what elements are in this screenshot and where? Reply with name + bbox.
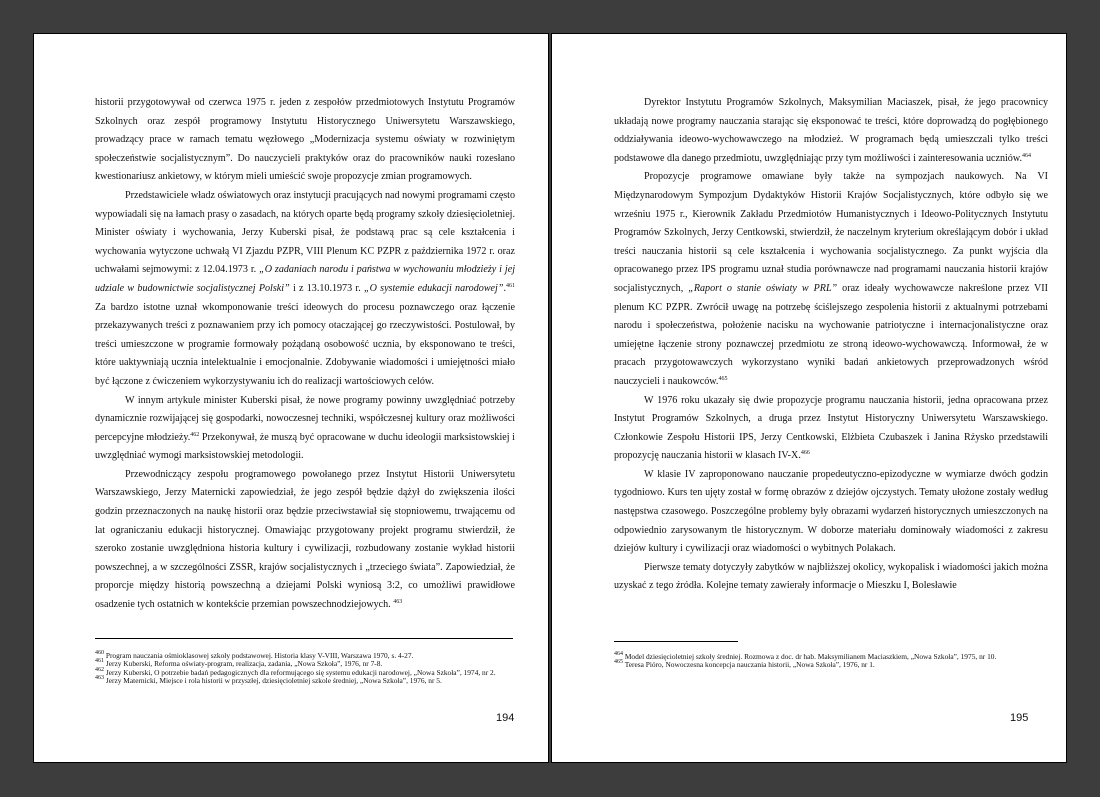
paragraph [95, 466, 515, 615]
footnote-number: 462 [95, 666, 104, 673]
footnote-ref[interactable]: 463 [393, 599, 403, 606]
footnote-number: 463 [95, 675, 104, 682]
footnote [95, 677, 515, 685]
footnotes [95, 652, 515, 686]
footnote-rule [95, 638, 513, 639]
text-run: Za bardzo istotne uznał wkomponowanie treści ideowych do procesu poznawczego oraz łączenie przekazywanych treści z poznawaniem przy ich pomocy otaczającej go rzeczywistości. Postulował, by treści umieszczone w programie formowały pożądaną osobowość ucznia, by eksponowano te treści, które uaktywniają ucznia intelektualnie i emocjonalnie. Zdobywanie wiadomości i umiejętności miało być łączone z ćwiczeniem wykorzystywaniu ich do realizacji wartościowych celów. [95, 301, 515, 387]
paragraph [614, 392, 1048, 466]
footnote-ref[interactable]: 461 [505, 282, 515, 289]
page-left [33, 33, 549, 763]
text-run: Przekonywał, że muszą być opracowane w duchu ideologii marksistowskiej i uwzględniać wymogi marksistowskiej metodologii. [95, 431, 515, 462]
text-run: W klasie IV zaproponowano nauczanie propedeutyczno-epizodyczne w wymiarze dwóch godzin tygodniowo. Kurs ten ujęty został w formę obrazów z dziejów ojczystych. Tematy ułożone zostały według następstwa czasowego. Poszczególne problemy były obrazami wydarzeń historycznych umieszczonych na odpowiednio zarysowanym tle historycznym. W doborze materiału dominowały wiadomości z zakresu dziejów kultury i cywilizacji oraz wiadomości o wybitnych Polakach. [614, 468, 1048, 555]
footnote-number: 464 [614, 651, 623, 657]
text-run: W 1976 roku ukazały się dwie propozycje programu nauczania historii, jedna opracowana przez Instytut Programów Szkolnych, a druga przez Instytut Historyczny Uniwersytetu Warszawskiego. Członkowie Zespołu Historii IPS, Jerzy Centkowski, Elżbieta Czubaszek i Janina Rżysko przedstawili propozycję nauczania historii w klasach IV-X. [614, 394, 1048, 462]
italic-title: „O systemie edukacji narodowej” [363, 282, 504, 294]
text-run: Pierwsze tematy dotyczyły zabytków w najbliższej okolicy, wykopalisk i wiadomości jakich można uzyskać z tego źródła. Kolejne tematy zawierały informacje o Mieszku I, Bolesławie [614, 561, 1048, 592]
text-run: Przewodniczący zespołu programowego powołanego przez Instytut Historii Uniwersytetu Warszawskiego, Jerzy Maternicki zapowiedział, że jego zespół będzie dążył do zwiększenia ilości godzin przeznaczonych na naukę historii oraz będzie przeciwstawiał się stopniowemu, trwającemu od lat ograniczaniu edukacji historycznej. Omawiając przygotowany projekt programu stwierdził, że szeroko zostanie uwzględniona historia kultury i cywilizacji, rozbudowany zostanie wykład historii powszechnej, a w szczególności ZSSR, krajów socjalistycznych i „trzeciego świata”. Zapowiedział, że proporcje między historią powszechną a dziejami Polski wyniosą 3:2, co umożliwi prawidłowe osadzenie tych ostatnich w kontekście przemian powszechnodziejowych. [95, 468, 515, 611]
paragraph [614, 559, 1048, 596]
text-run: Przedstawiciele władz oświatowych oraz instytucji pracujących nad nowymi programami często wypowiadali się na łamach prasy o zasadach, na których oparte będą programy szkoły dziesięcioletniej. Minister oświaty i wychowania, Jerzy Kuberski pisał, że podstawą prac są cele kształcenia i wychowania wytyczone uchwałą VI Zjazdu PZPR, VIII Plenum KC PZPR z października 1972 r. oraz uchwałami sejmowymi: z 12.04.1973 r. [95, 189, 515, 276]
paragraph [95, 94, 515, 187]
text-run: . [503, 282, 506, 294]
paragraph [95, 392, 515, 466]
footnotes [614, 653, 1048, 670]
text-run: i z 13.10.1973 r. [289, 282, 364, 294]
footnote [614, 661, 1048, 669]
footnote-text: Jerzy Maternicki, Miejsce i rola historii w przyszłej, dziesięcioletniej szkole średniej, „Nowa Szkoła”, 1976, nr 5. [104, 676, 442, 686]
body-text [614, 94, 1048, 596]
footnote-ref[interactable]: 464 [1022, 152, 1032, 159]
footnote-text: Model dziesięcioletniej szkoły średniej. Rozmowa z doc. dr hab. Maksymilianem Maciaszkiem, „Nowa Szkoła”, 1975, nr 10. [623, 652, 997, 661]
footnote-text: Jerzy Kuberski, Reforma oświaty-program, realizacja, zadania, „Nowa Szkoła”, 1976, nr 7-8. [104, 659, 383, 669]
italic-title: „O zadaniach narodu i państwa w wychowaniu młodzieży i jej udziale w budownictwie socjalistycznej Polski” [95, 264, 515, 294]
footnote-number: 460 [95, 650, 104, 656]
footnote-ref[interactable]: 466 [800, 450, 810, 457]
footnote-ref[interactable]: 465 [718, 375, 728, 382]
page-number: 195 [1010, 712, 1029, 724]
text-run: Propozycje programowe omawiane były także na sympozjach naukowych. Na VI Międzynarodowym Sympozjum Dydaktyków Historii Krajów Socjalistycznych, które odbyło się we wrześniu 1975 r., Kierownik Zakładu Przedmiotów Humanistycznych i Ideowo-Politycznych Instytutu Programów Szkolnych, Jerzy Centkowski, stwierdził, że naczelnym kryterium określającym dobór i układ treści nauczania historii są cele kształcenia i wychowania socjalistycznego. Za punkt wyjścia dla opracowanego przez IPS programu uznał studia porównawcze nad programami nauczania historii krajów socjalistycznych, [614, 171, 1048, 294]
footnote-ref[interactable]: 462 [190, 431, 200, 438]
page-number: 194 [496, 712, 515, 724]
paragraph [614, 168, 1048, 391]
paragraph [95, 187, 515, 392]
body-text [95, 94, 515, 615]
book-spread [33, 33, 1067, 763]
text-run: Dyrektor Instytutu Programów Szkolnych, Maksymilian Maciaszek, pisał, że jego pracownicy układają nowe programy nauczania starając się eksponować te treści, które doprowadzą do pogłębionego oddziaływania ideowo-wychowawczego na młodzież. W programach będą umieszczali tylko treści podstawowe dla danego przedmiotu, uwzględniając przy tym możliwości i zainteresowania uczniów. [614, 97, 1048, 164]
page-right [551, 33, 1067, 763]
footnote-rule [614, 641, 738, 642]
footnote-text: Jerzy Kuberski, O potrzebie badań pedagogicznych dla reformującego się systemu edukacji narodowej, „Nowa Szkoła”, 1974, nr 2. [104, 667, 496, 677]
text-run: oraz ideały wychowawcze nakreślone przez VII plenum KC PZPR. Zwrócił uwagę na potrzebę ściślejszego zespolenia historii z aktualnymi potrzebami narodu i społeczeństwa, położenie nacisku na wychowanie patriotyczne i internacjonalistyczne oraz umiejętne łączenie strony poznawczej przedmiotu ze stroną ideowo-wychowawczą. Informował, że w pracach przygotowawczych wykorzystano wyniki badań ankietowych przeprowadzonych wśród nauczycieli i naukowców. [614, 282, 1048, 387]
footnote-number: 465 [614, 659, 623, 666]
text-run: historii przygotowywał od czerwca 1975 r. jeden z zespołów przedmiotowych Instytutu Programów Szkolnych oraz zespół programowy Instytutu Historycznego Uniwersytetu Warszawskiego, prowadzący prace w ramach tematu węzłowego „Modernizacja systemu oświaty w rozwiniętym społeczeństwie socjalistycznym”. Do nauczycieli praktyków oraz do pracowników nauki rozesłano kwestionariusz ankietowy, w którym mieli umieścić swoje propozycje zmian programowych. [95, 97, 515, 183]
italic-title: „Raport o stanie oświaty w PRL” [688, 282, 838, 294]
text-run: W innym artykule minister Kuberski pisał, że nowe programy powinny uwzględniać potrzeby dynamicznie rozwijającej się gospodarki, nowoczesnej techniki, współczesnej kultury oraz możliwości percepcyjne młodzieży. [95, 394, 515, 443]
footnote-text: Teresa Pióro, Nowoczesna koncepcja nauczania historii, „Nowa Szkoła”, 1976, nr 1. [623, 660, 875, 670]
footnote-number: 461 [95, 658, 104, 665]
footnote-text: Program nauczania ośmioklasowej szkoły podstawowej. Historia klasy V-VIII, Warszawa 1970, s. 4-27. [104, 651, 414, 660]
paragraph [614, 94, 1048, 168]
paragraph [614, 466, 1048, 559]
